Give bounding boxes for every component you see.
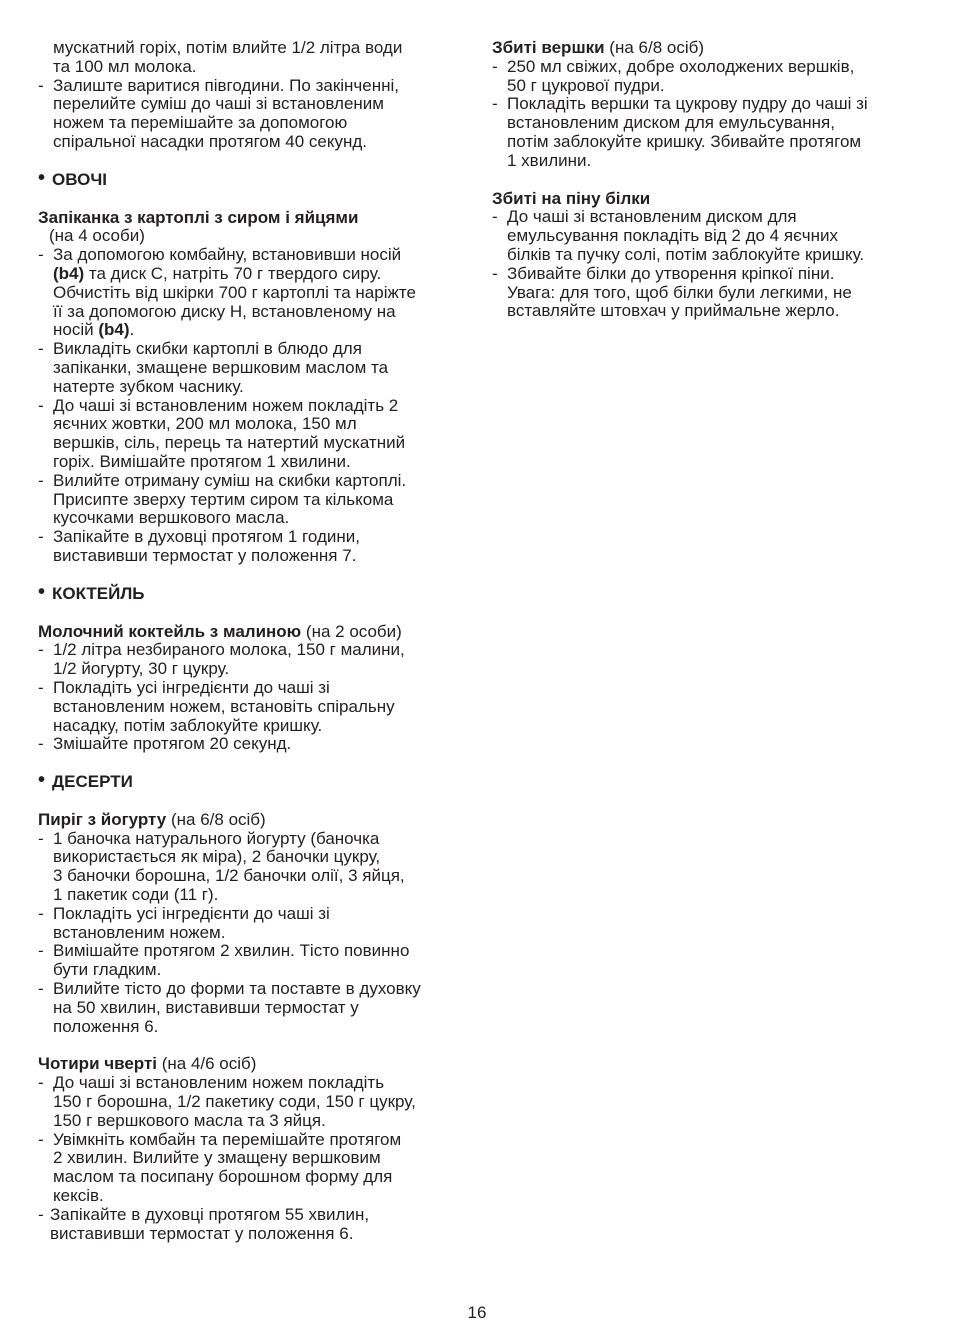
- left-column: [38, 39, 468, 1243]
- recipe-milkshake: [38, 623, 468, 755]
- recipe-whipped-cream: [492, 39, 922, 171]
- recipe-yogurt-cake: [38, 811, 468, 1037]
- recipe-title: Збиті вершки: [492, 38, 605, 57]
- section-heading-cocktail: • КОКТЕЙЛЬ: [38, 581, 145, 604]
- recipe-whipped-whites: [492, 190, 922, 322]
- list-item: - 250 мл свіжих, добре охолоджених вершків, 50 г цукрової пудри.: [492, 56, 855, 95]
- recipe-title: Молочний коктейль з малиною: [38, 621, 302, 641]
- list-item: - Вилийте тісто до форми та поставте в духовку на 50 хвилин, виставивши термостат у положення 6.: [38, 979, 421, 1036]
- bullet-icon: •: [38, 769, 46, 792]
- list-item: - Запікайте в духовці протягом 55 хвилин, виставивши термостат у положення 6.: [38, 1204, 370, 1243]
- list-item: - До чаші зі встановленим диском для емульсування покладіть від 2 до 4 яєчних білків та пучку солі, потім заблокуйте кришку.: [492, 207, 865, 264]
- list-item: - 1 баночка натурального йогурту (баночка використається як міра), 2 баночки цукру, 3 баночки борошна, 1/2 баночки олії, 3 яйця, 1 пакетик соди (11 г).: [38, 828, 405, 905]
- list-item: - За допомогою комбайну, встановивши носій (b4) та диск С, натріть 70 г твердого сиру. Обчистіть від шкірки 700 г картоплі та наріжте її за допомогою диску Н, встановленому на носій (b4).: [38, 245, 416, 340]
- recipe-heading: [38, 1055, 468, 1074]
- list-item: - Увімкніть комбайн та перемішайте протягом 2 хвилин. Вилийте у змащену вершковим маслом та посипану борошном форму для кексів.: [38, 1129, 402, 1206]
- list-item: - 1/2 літра незбираного молока, 150 г малини, 1/2 йогурту, 30 г цукру.: [38, 640, 405, 679]
- list-item: - Викладіть скибки картоплі в блюдо для запіканки, змащене вершковим маслом та натерте зубком часнику.: [38, 339, 389, 396]
- bullet-icon: •: [38, 167, 46, 190]
- recipe-heading: [38, 623, 468, 642]
- section-heading-vegetables: • ОВОЧІ: [38, 167, 107, 190]
- recipe-gratin: [38, 209, 468, 566]
- recipe-title: Пиріг з йогурту: [38, 809, 167, 829]
- section-heading-desserts: • ДЕСЕРТИ: [38, 769, 133, 792]
- recipe-title: Збиті на піну білки: [492, 188, 651, 208]
- intro-continuation: мускатний горіх, потім влийте 1/2 літра води та 100 мл молока.: [53, 38, 403, 76]
- list-item: - Змішайте протягом 20 секунд.: [38, 734, 292, 754]
- recipe-servings: (на 4/6 осіб): [157, 1054, 257, 1074]
- recipe-servings: (на 6/8 осіб): [166, 809, 266, 829]
- list-item: - Збивайте білки до утворення кріпкої піни. Увага: для того, щоб білки були легкими, не вставляйте штовхач у приймальне жерло.: [492, 263, 852, 321]
- intro-steps: [38, 39, 468, 152]
- list-item: - До чаші зі встановленим ножем покладіть 2 яєчних жовтки, 200 мл молока, 150 мл вершків, сіль, перець та натертий мускатний горіх. Вимішайте протягом 1 хвилини.: [38, 395, 406, 471]
- recipe-heading: [38, 811, 468, 830]
- list-item: - Запікайте в духовці протягом 1 години, виставивши термостат у положення 7.: [38, 527, 360, 565]
- list-item: - До чаші зі встановленим ножем покладіть 150 г борошна, 1/2 пакетику соди, 150 г цукру, 150 г вершкового масла та 3 яйця.: [38, 1073, 416, 1130]
- recipe-heading: [492, 39, 922, 58]
- recipe-four-quarters: [38, 1055, 468, 1243]
- list-item: - Залиште варитися півгодини. По закінченні, перелийте суміш до чаші зі встановленим ножем та перемішайте за допомогою спіральної насадки протягом 40 секунд.: [38, 75, 400, 151]
- recipe-title: Чотири чверті: [38, 1054, 157, 1074]
- recipe-servings: (на 2 особи): [301, 621, 402, 641]
- list-item: - Вилийте отриману суміш на скибки картоплі. Присипте зверху тертим сиром та кількома кусочками вершкового масла.: [38, 470, 407, 528]
- list-item: - Покладіть усі інгредієнти до чаші зі встановленим ножем, встановіть спіральну насадку, потім заблокуйте кришку.: [38, 677, 395, 735]
- right-column: [492, 39, 922, 321]
- page-number: 16: [467, 1303, 487, 1322]
- list-item: - Покладіть усі інгредієнти до чаші зі встановленим ножем.: [38, 903, 330, 942]
- recipe-servings: (на 6/8 осіб): [604, 38, 705, 57]
- recipe-title: Запіканка з картоплі з сиром і яйцями: [38, 207, 359, 227]
- recipe-servings: (на 4 особи): [49, 226, 145, 246]
- list-item: - Покладіть вершки та цукрову пудру до чаші зі встановленим диском для емульсування, потім заблокуйте кришку. Збивайте протягом 1 хвилини.: [492, 94, 868, 170]
- bullet-icon: •: [38, 581, 46, 604]
- list-item: - Вимішайте протягом 2 хвилин. Тісто повинно бути гладким.: [38, 941, 410, 980]
